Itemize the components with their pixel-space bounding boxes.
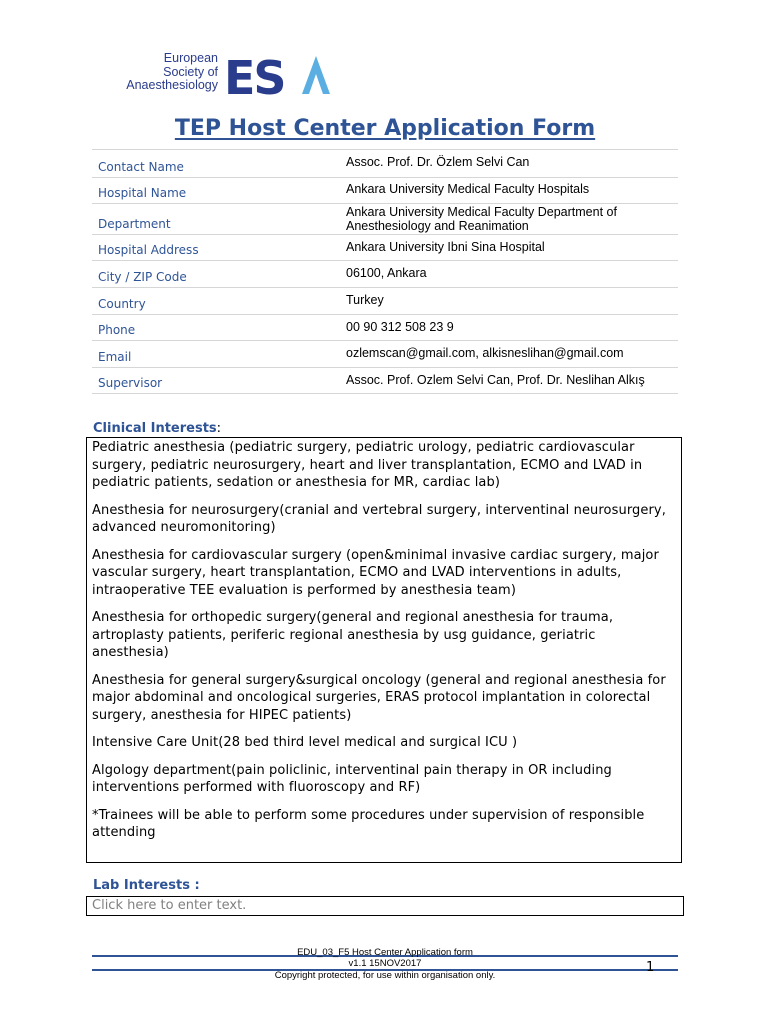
interest-paragraph: Anesthesia for orthopedic surgery(general and regional anesthesia for trauma, artroplasty patients, periferic regional anesthesia by usg guidance, geriatric anesthesia) <box>92 610 614 660</box>
label-supervisor: Supervisor <box>98 376 163 390</box>
label-country: Country <box>98 297 146 311</box>
value-department[interactable]: Ankara University Medical Faculty Department of Anesthesiology and Reanimation <box>346 205 617 233</box>
row-city-zip <box>92 261 678 288</box>
label-hospital-name: Hospital Name <box>98 186 187 200</box>
page-number: 1 <box>646 960 655 975</box>
lab-interests-heading: Lab Interests : <box>93 878 200 893</box>
label-department: Department <box>98 217 171 231</box>
value-email[interactable]: ozlemscan@gmail.com, alkisneslihan@gmail.com <box>346 346 624 360</box>
value-phone[interactable]: 00 90 312 508 23 9 <box>346 320 454 334</box>
logo-line-1: European <box>163 51 218 65</box>
footer-copyright: Copyright protected, for use within organisation only. <box>274 970 496 981</box>
label-email: Email <box>98 350 132 364</box>
clinical-interests-box[interactable] <box>86 437 682 863</box>
row-supervisor <box>92 368 678 394</box>
clinical-interests-title: Clinical Interests <box>93 421 217 436</box>
clinical-interests-heading <box>93 421 221 436</box>
logo-org-name <box>100 52 218 93</box>
value-city-zip[interactable]: 06100, Ankara <box>346 266 427 280</box>
footer-doc-id: EDU_03_F5 Host Center Application form <box>297 947 473 958</box>
value-country[interactable]: Turkey <box>346 293 384 307</box>
value-hospital-name[interactable]: Ankara University Medical Faculty Hospitals <box>346 182 590 196</box>
row-hospital-address <box>92 235 678 261</box>
interest-paragraph: Algology department(pain policlinic, interventinal pain therapy in OR including interventions performed with fluoroscopy and RF) <box>92 762 612 795</box>
interest-paragraph: *Trainees will be able to perform some procedures under supervision of responsible attending <box>92 807 645 840</box>
row-phone <box>92 315 678 341</box>
esa-logo-mark <box>224 54 336 98</box>
interest-paragraph: Pediatric anesthesia (pediatric surgery, pediatric urology, pediatric cardiovascular surgery, pediatric neurosurgery, heart and liver transplantation, ECMO and LVAD in pediatric patients, sedation or anesthesia for MR, cardiac lab) <box>92 440 643 490</box>
form-title: TEP Host Center Application Form <box>174 116 596 141</box>
interest-paragraph: Intensive Care Unit(28 bed third level medical and surgical ICU ) <box>92 735 518 750</box>
row-country <box>92 288 678 315</box>
svg-text:ES: ES <box>224 54 285 98</box>
value-hospital-address[interactable]: Ankara University Ibni Sina Hospital <box>346 240 545 254</box>
label-contact-name: Contact Name <box>98 160 184 174</box>
value-supervisor[interactable]: Assoc. Prof. Ozlem Selvi Can, Prof. Dr. Neslihan Alkış <box>346 373 645 387</box>
interest-paragraph: Anesthesia for neurosurgery(cranial and vertebral surgery, interventinal neurosurgery, advanced neuromonitoring) <box>92 502 666 535</box>
footer-version: v1.1 15NOV2017 <box>348 958 422 969</box>
row-contact-name <box>92 149 678 178</box>
row-department <box>92 204 678 235</box>
interest-paragraph: Anesthesia for general surgery&surgical oncology (general and regional anesthesia for major abdominal and oncological surgeries, ERAS protocol implantation in colorectal surgery, anesthesia for HIPEC patients) <box>92 672 666 723</box>
row-email <box>92 341 678 368</box>
logo-line-3: Anaesthesiology <box>126 78 218 92</box>
esa-logo <box>100 52 340 100</box>
lab-interests-input[interactable]: Click here to enter text. <box>86 896 684 916</box>
logo-line-2: Society of <box>163 64 218 79</box>
label-hospital-address: Hospital Address <box>98 243 199 257</box>
interest-paragraph: Anesthesia for cardiovascular surgery (open&minimal invasive cardiac surgery, major vascular surgery, heart transplantation, ECMO and LVAD interventions in adults, intraoperative TEE evaluation is performed by anesthesia team) <box>92 547 659 598</box>
clinical-interests-colon: : <box>216 421 222 436</box>
label-phone: Phone <box>98 323 136 337</box>
label-city-zip: City / ZIP Code <box>98 270 187 284</box>
row-hospital-name <box>92 177 678 204</box>
value-contact-name[interactable]: Assoc. Prof. Dr. Özlem Selvi Can <box>346 155 530 169</box>
